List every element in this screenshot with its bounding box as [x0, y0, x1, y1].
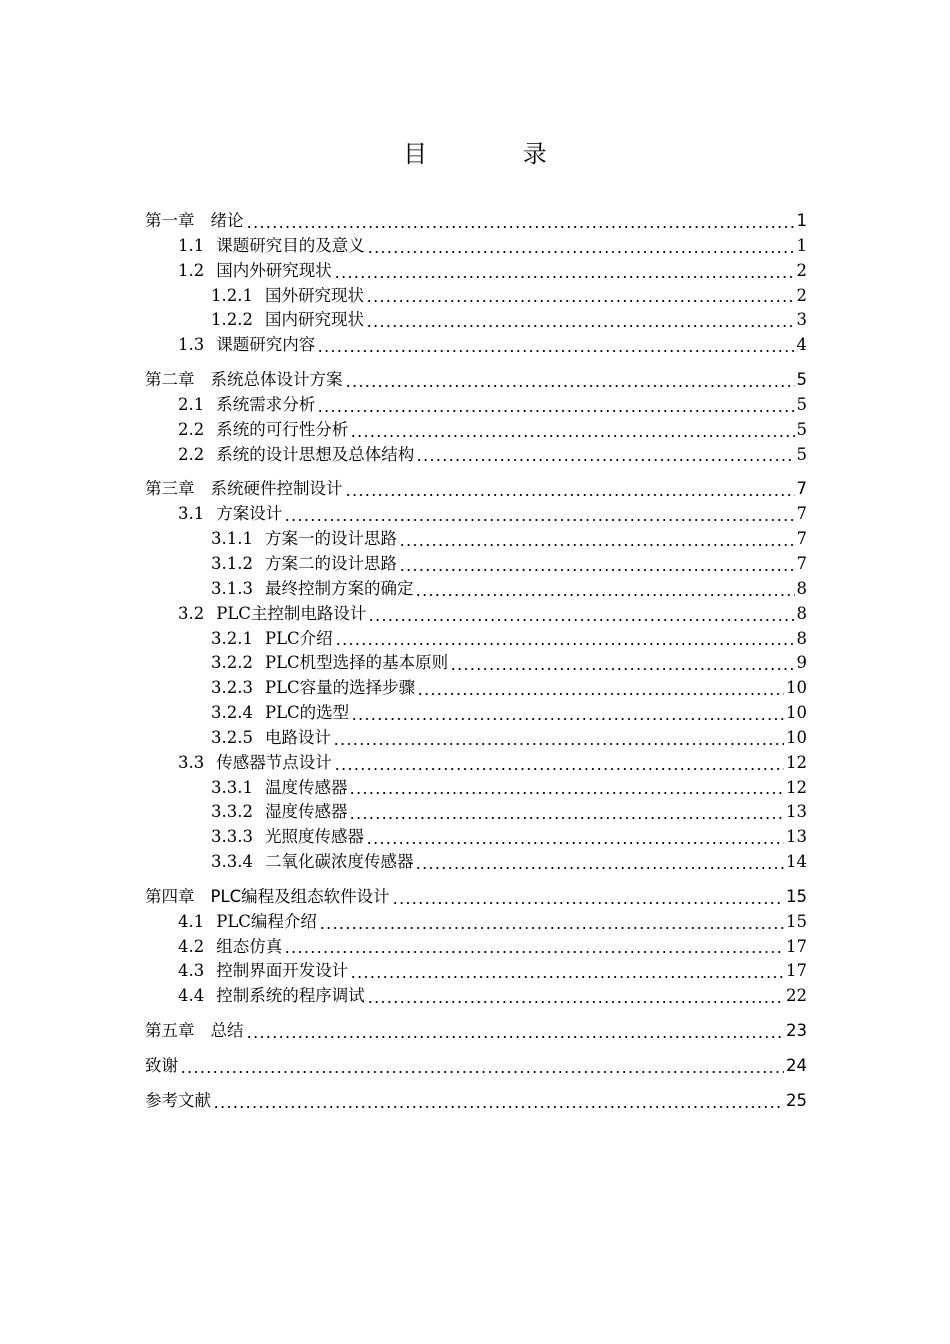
toc-entry[interactable]	[145, 627, 807, 652]
toc-entry-title: 二氧化碳浓度传感器	[264, 852, 414, 872]
toc-entry-number: 第二章	[145, 370, 195, 390]
toc-entry-title: PLC容量的选择步骤	[264, 678, 416, 698]
toc-entry-page-number: 5	[796, 394, 807, 414]
toc-entry[interactable]	[145, 751, 807, 776]
toc-entry-title: PLC介绍	[264, 628, 333, 648]
toc-entry-page-number: 17	[786, 961, 807, 981]
toc-entry-page-number: 2	[796, 260, 807, 280]
toc-entry-page-number: 5	[796, 419, 807, 439]
toc-entry-page-number: 10	[786, 678, 807, 698]
dot-leader	[284, 944, 784, 954]
toc-entry[interactable]	[145, 850, 807, 875]
toc-entry-page-number: 4	[796, 335, 807, 355]
toc-entry-number: 3.3.1	[211, 777, 253, 797]
toc-entry-title: 参考文献	[145, 1090, 211, 1110]
toc-entry-title: 系统需求分析	[216, 394, 316, 414]
toc-entry[interactable]	[145, 825, 807, 850]
toc-entry-title: 总结	[210, 1021, 244, 1041]
toc-entry-number: 1.1	[178, 235, 205, 255]
toc-entry-number: 2.2	[178, 419, 205, 439]
toc-entry-number: 第四章	[145, 886, 195, 906]
toc-entry-title: 最终控制方案的确定	[264, 578, 414, 598]
toc-entry[interactable]	[145, 502, 807, 527]
toc-entry-title: 温度传感器	[264, 777, 348, 797]
toc-entry-number: 3.2.3	[211, 678, 253, 698]
toc-entry[interactable]	[145, 333, 807, 358]
toc-entry-number: 第一章	[145, 211, 195, 230]
toc-title: 目 录	[403, 140, 591, 168]
dot-leader	[284, 512, 794, 522]
dot-leader	[350, 428, 794, 438]
toc-entry-page-number: 1	[796, 211, 807, 230]
toc-entry-title: 系统硬件控制设计	[210, 479, 343, 499]
toc-entry[interactable]	[145, 1089, 807, 1114]
toc-entry-number: 3.1	[178, 504, 205, 524]
toc-entry-page-number: 7	[796, 529, 807, 549]
toc-entry-title: 国内外研究现状	[216, 260, 332, 280]
toc-entry-page-number: 3	[796, 310, 807, 330]
toc-entry-page-number: 24	[786, 1056, 807, 1075]
toc-entry-page-number: 1	[796, 235, 807, 255]
toc-entry-page-number: 15	[786, 911, 807, 931]
toc-entry-number: 3.3.3	[211, 827, 253, 847]
toc-entry-number: 1.2.1	[211, 285, 253, 305]
toc-entry-page-number: 9	[796, 653, 807, 673]
toc-entry-number: 4.4	[178, 986, 205, 1006]
toc-entry-number: 3.2.1	[211, 628, 253, 648]
dot-leader	[399, 537, 795, 547]
dot-leader	[367, 244, 795, 254]
toc-entry-page-number: 7	[796, 553, 807, 573]
dot-leader	[415, 860, 784, 870]
toc-entry-title: 系统的可行性分析	[216, 419, 349, 439]
toc-entry-number: 4.1	[178, 911, 205, 931]
toc-entry-number: 3.1.2	[211, 553, 253, 573]
toc-entry-title: 方案二的设计思路	[264, 553, 397, 573]
toc-entry-page-number: 13	[786, 827, 807, 847]
toc-entry-page-number: 12	[786, 777, 807, 797]
dot-leader	[366, 835, 784, 845]
toc-entry-number: 1.3	[178, 335, 205, 355]
toc-entry[interactable]	[145, 776, 807, 801]
toc-entry-title: 课题研究内容	[216, 335, 316, 355]
toc-entry-title: 绪论	[210, 211, 244, 230]
toc-entry[interactable]	[145, 701, 807, 726]
toc-entry-title: 湿度传感器	[264, 802, 348, 822]
toc-entry-number: 3.2	[178, 603, 205, 623]
toc-entry[interactable]	[145, 800, 807, 825]
dot-leader	[349, 810, 784, 820]
toc-entry[interactable]	[145, 602, 807, 627]
toc-entry[interactable]	[145, 726, 807, 751]
dot-leader	[335, 636, 795, 646]
dot-leader	[334, 761, 784, 771]
toc-entry-number: 1.2	[178, 260, 205, 280]
toc-entry-number: 2.1	[178, 394, 205, 414]
toc-entry[interactable]	[145, 209, 807, 234]
dot-leader	[345, 487, 795, 497]
toc-entry-number: 2.2	[178, 444, 205, 464]
dot-leader	[317, 403, 794, 413]
toc-entry-page-number: 13	[786, 802, 807, 822]
toc-entry-number: 4.3	[178, 961, 205, 981]
toc-entry-title: 方案一的设计思路	[264, 529, 397, 549]
toc-entry-page-number: 8	[796, 603, 807, 623]
toc-entry-title: 系统总体设计方案	[210, 370, 343, 390]
toc-entry-number: 1.2.2	[211, 310, 253, 330]
toc-entry[interactable]	[145, 1054, 807, 1079]
toc-entry-title: PLC主控制电路设计	[216, 603, 367, 623]
dot-leader	[333, 736, 784, 746]
dot-leader	[417, 686, 784, 696]
toc-entry-page-number: 5	[796, 370, 807, 390]
toc-entry[interactable]	[145, 418, 807, 443]
dot-leader	[366, 293, 795, 303]
dot-leader	[415, 587, 794, 597]
toc-entry[interactable]	[145, 910, 807, 935]
toc-entry-number: 3.2.5	[211, 727, 253, 747]
dot-leader	[345, 378, 795, 388]
dot-leader	[213, 1099, 784, 1109]
toc-entry-page-number: 14	[786, 852, 807, 872]
toc-entry-title: 国外研究现状	[264, 285, 364, 305]
toc-entry[interactable]	[145, 393, 807, 418]
toc-entry-title: PLC机型选择的基本原则	[264, 653, 449, 673]
dot-leader	[246, 219, 795, 229]
toc-entry-number: 3.3.2	[211, 802, 253, 822]
dot-leader	[368, 612, 794, 622]
toc-entry-number: 3.2.2	[211, 653, 253, 673]
toc-entry-page-number: 10	[786, 703, 807, 723]
toc-entry-number: 第五章	[145, 1021, 195, 1041]
toc-entry-title: 控制系统的程序调试	[216, 986, 365, 1006]
toc-entry-page-number: 15	[786, 886, 807, 906]
toc-entry[interactable]	[145, 1019, 807, 1044]
toc-entry-page-number: 8	[796, 628, 807, 648]
toc-entry[interactable]	[145, 959, 807, 984]
toc-entry[interactable]	[145, 368, 807, 393]
dot-leader	[317, 343, 794, 353]
toc-entry[interactable]	[145, 308, 807, 333]
toc-entry-number: 3.1.3	[211, 578, 253, 598]
toc-entry-title: 组态仿真	[216, 936, 283, 956]
dot-leader	[416, 452, 794, 462]
toc-entry-title: 电路设计	[264, 727, 331, 747]
toc-entry[interactable]	[145, 552, 807, 577]
toc-entry[interactable]	[145, 527, 807, 552]
toc-entry-title: 控制界面开发设计	[216, 961, 349, 981]
dot-leader	[367, 994, 784, 1004]
toc-entry[interactable]	[145, 284, 807, 309]
dot-leader	[366, 318, 795, 328]
toc-entry-title: 国内研究现状	[264, 310, 364, 330]
dot-leader	[450, 661, 794, 671]
toc-entry-number: 第三章	[145, 479, 195, 499]
toc-entry[interactable]	[145, 885, 807, 910]
dot-leader	[319, 920, 784, 930]
toc-entry-number: 3.3.4	[211, 852, 253, 872]
toc-entry-number: 3.2.4	[211, 703, 253, 723]
dot-leader	[349, 785, 784, 795]
toc-entry[interactable]	[145, 234, 807, 259]
toc-entry[interactable]	[145, 477, 807, 502]
toc-entry-page-number: 8	[796, 578, 807, 598]
dot-leader	[180, 1064, 784, 1074]
toc-entry-title: 致谢	[145, 1056, 178, 1075]
toc-entry[interactable]	[145, 577, 807, 602]
dot-leader	[351, 711, 784, 721]
dot-leader	[350, 969, 784, 979]
dot-leader	[392, 895, 784, 905]
toc-entry-number: 4.2	[178, 936, 205, 956]
toc-entry-page-number: 2	[796, 285, 807, 305]
toc-entry-title: 系统的设计思想及总体结构	[216, 444, 415, 464]
toc-entry-page-number: 7	[796, 479, 807, 499]
toc-entry-title: PLC编程及组态软件设计	[210, 886, 390, 906]
toc-entry[interactable]	[145, 259, 807, 284]
toc-entry[interactable]	[145, 984, 807, 1009]
toc-entry[interactable]	[145, 443, 807, 468]
toc-entry-page-number: 10	[786, 727, 807, 747]
toc-entry-page-number: 12	[786, 752, 807, 772]
toc-entry-title: 课题研究目的及意义	[216, 235, 365, 255]
dot-leader	[246, 1029, 785, 1039]
table-of-contents	[145, 209, 807, 1114]
toc-entry[interactable]	[145, 651, 807, 676]
toc-entry-page-number: 7	[796, 504, 807, 524]
dot-leader	[334, 269, 795, 279]
toc-entry-title: 传感器节点设计	[216, 752, 332, 772]
toc-entry-title: 光照度传感器	[264, 827, 364, 847]
toc-entry[interactable]	[145, 676, 807, 701]
toc-entry-number: 3.1.1	[211, 529, 253, 549]
toc-entry-title: 方案设计	[216, 504, 283, 524]
toc-entry-title: PLC编程介绍	[216, 911, 317, 931]
toc-entry[interactable]	[145, 935, 807, 960]
toc-entry-page-number: 23	[786, 1021, 807, 1041]
toc-entry-number: 3.3	[178, 752, 205, 772]
dot-leader	[399, 562, 795, 572]
toc-entry-title: PLC的选型	[264, 703, 350, 723]
toc-entry-page-number: 25	[786, 1090, 807, 1110]
toc-entry-page-number: 17	[786, 936, 807, 956]
toc-entry-page-number: 22	[786, 986, 807, 1006]
toc-entry-page-number: 5	[796, 444, 807, 464]
